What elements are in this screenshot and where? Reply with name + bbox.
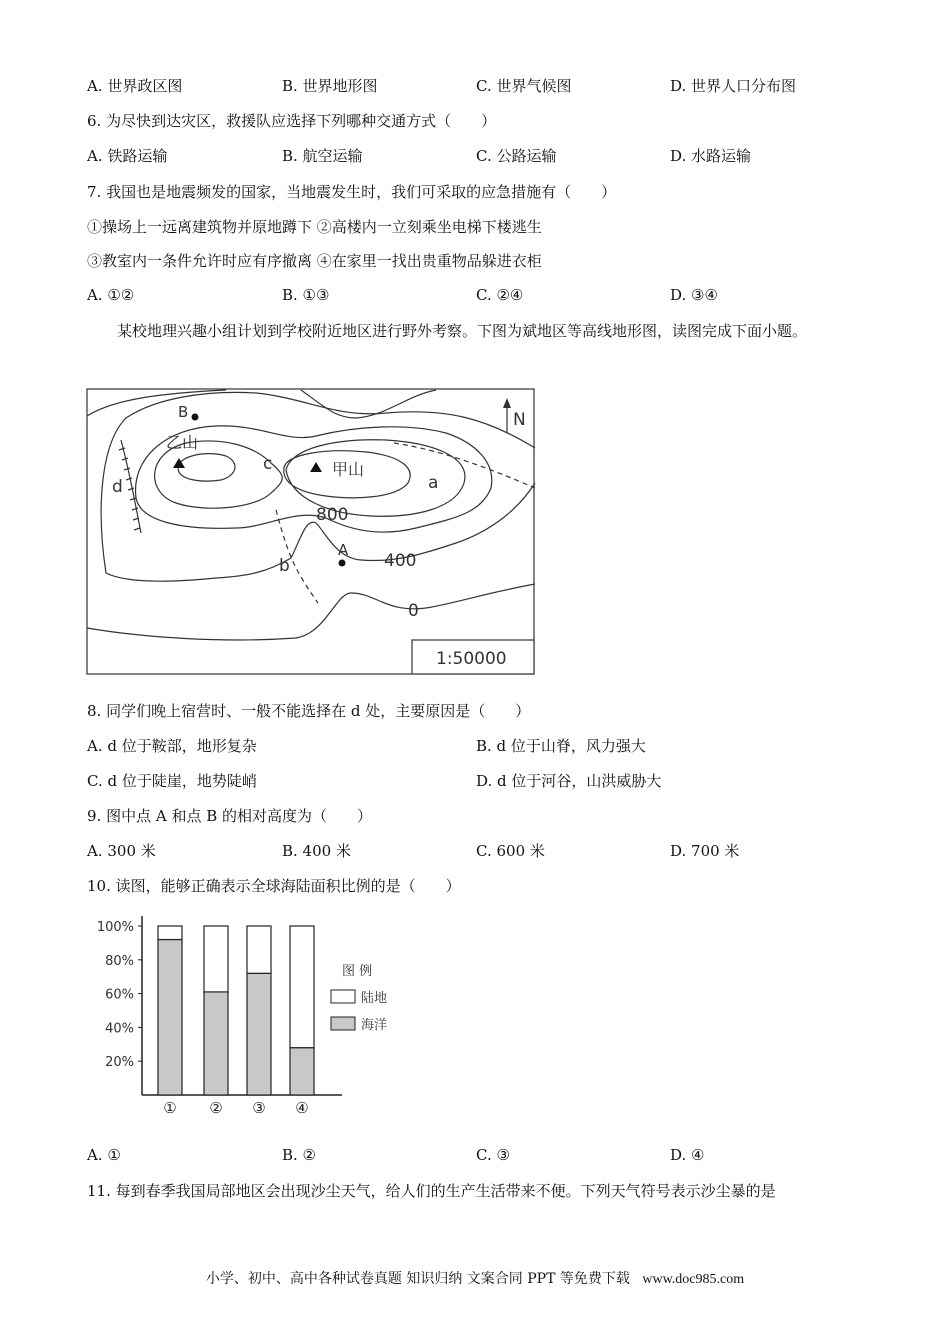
peak-jia-label: 甲山 xyxy=(332,460,365,479)
category-label: ① xyxy=(163,1099,177,1115)
q11-stem: 11. 每到春季我国局部地区会出现沙尘天气，给人们的生产生活带来不便。下列天气符号表示沙尘暴的是 xyxy=(87,1182,776,1200)
q5-option-a: A. 世界政区图 xyxy=(87,77,183,95)
peak-yi-label: 乙山 xyxy=(166,433,199,452)
q8-option-b: B. d 位于山脊，风力强大 xyxy=(476,737,646,755)
q7-statement-1: ①操场上一远离建筑物并原地蹲下 ②高楼内一立刻乘坐电梯下楼逃生 xyxy=(87,218,542,236)
q10-option-a: A. ① xyxy=(87,1146,121,1164)
intro-paragraph: 某校地理兴趣小组计划到学校附近地区进行野外考察。下图为斌地区等高线地形图，读图完成下面小题。 xyxy=(117,322,808,340)
label-b: b xyxy=(279,556,290,576)
bar-land xyxy=(158,926,182,940)
q10-stem: 10. 读图，能够正确表示全球海陆面积比例的是（ ） xyxy=(87,877,461,895)
contour-label-800: 800 xyxy=(316,505,349,525)
point-B-label: B xyxy=(178,403,189,421)
label-a: a xyxy=(428,473,439,493)
q7-option-c: C. ②④ xyxy=(476,286,524,304)
point-A-label: A xyxy=(338,541,349,559)
q9-option-d: D. 700 米 xyxy=(670,842,740,860)
legend-swatch-ocean xyxy=(331,1017,355,1030)
q8-option-a: A. d 位于鞍部，地形复杂 xyxy=(87,737,257,755)
legend-title: 图 例 xyxy=(342,964,373,979)
legend-swatch-land xyxy=(331,990,355,1003)
contour-label-0: 0 xyxy=(408,601,419,621)
q5-option-b: B. 世界地形图 xyxy=(282,77,378,95)
q8-option-d: D. d 位于河谷，山洪威胁大 xyxy=(476,772,662,790)
bar-land xyxy=(247,926,271,973)
y-tick-label: 20% xyxy=(105,1055,134,1071)
label-d: d xyxy=(112,477,123,497)
q6-option-d: D. 水路运输 xyxy=(670,147,752,165)
q8-stem: 8. 同学们晚上宿营时、一般不能选择在 d 处，主要原因是（ ） xyxy=(87,702,531,720)
q10-option-c: C. ③ xyxy=(476,1146,510,1164)
scale-label: 1:50000 xyxy=(436,649,507,669)
q8-option-c: C. d 位于陡崖，地势陡峭 xyxy=(87,772,257,790)
q6-option-c: C. 公路运输 xyxy=(476,147,557,165)
bar-ocean xyxy=(290,1048,314,1095)
y-tick-label: 60% xyxy=(105,987,134,1003)
q7-option-a: A. ①② xyxy=(87,286,135,304)
category-label: ② xyxy=(209,1099,223,1115)
y-tick-label: 100% xyxy=(96,920,134,935)
footer-url[interactable]: www.doc985.com xyxy=(642,1272,745,1287)
category-label: ③ xyxy=(252,1099,266,1115)
q7-statement-2: ③教室内一条件允许时应有序撤离 ④在家里一找出贵重物品躲进衣柜 xyxy=(87,252,542,270)
q9-option-b: B. 400 米 xyxy=(282,842,351,860)
y-tick-label: 40% xyxy=(105,1021,134,1037)
q7-option-b: B. ①③ xyxy=(282,286,330,304)
q5-option-d: D. 世界人口分布图 xyxy=(670,77,797,95)
q10-option-b: B. ② xyxy=(282,1146,317,1164)
q6-stem: 6. 为尽快到达灾区，救援队应选择下列哪种交通方式（ ） xyxy=(87,112,497,130)
legend-label-ocean: 海洋 xyxy=(361,1018,388,1033)
north-label: N xyxy=(513,410,526,430)
contour-map xyxy=(86,388,536,676)
bar-ocean xyxy=(158,940,182,1095)
category-label: ④ xyxy=(295,1099,309,1115)
bar-ocean xyxy=(204,992,228,1095)
land-ocean-bar-chart xyxy=(90,910,410,1115)
y-tick-label: 80% xyxy=(105,953,134,969)
q9-option-c: C. 600 米 xyxy=(476,842,545,860)
q7-stem: 7. 我国也是地震频发的国家，当地震发生时，我们可采取的应急措施有（ ） xyxy=(87,183,617,201)
contour-label-400: 400 xyxy=(384,551,417,571)
q9-option-a: A. 300 米 xyxy=(87,842,156,860)
footer xyxy=(0,1268,950,1288)
q7-option-d: D. ③④ xyxy=(670,286,718,304)
q6-option-a: A. 铁路运输 xyxy=(87,147,168,165)
footer-text: 小学、初中、高中各种试卷真题 知识归纳 文案合同 PPT 等免费下载 xyxy=(205,1271,630,1287)
label-c: c xyxy=(263,454,273,474)
point-B-marker xyxy=(192,414,199,421)
q9-stem: 9. 图中点 A 和点 B 的相对高度为（ ） xyxy=(87,807,373,825)
legend-label-land: 陆地 xyxy=(361,991,388,1006)
q6-option-b: B. 航空运输 xyxy=(282,147,363,165)
point-A-marker xyxy=(339,560,346,567)
q5-option-c: C. 世界气候图 xyxy=(476,77,572,95)
bar-ocean xyxy=(247,973,271,1095)
bar-land xyxy=(290,926,314,1048)
q10-option-d: D. ④ xyxy=(670,1146,705,1164)
bar-land xyxy=(204,926,228,992)
